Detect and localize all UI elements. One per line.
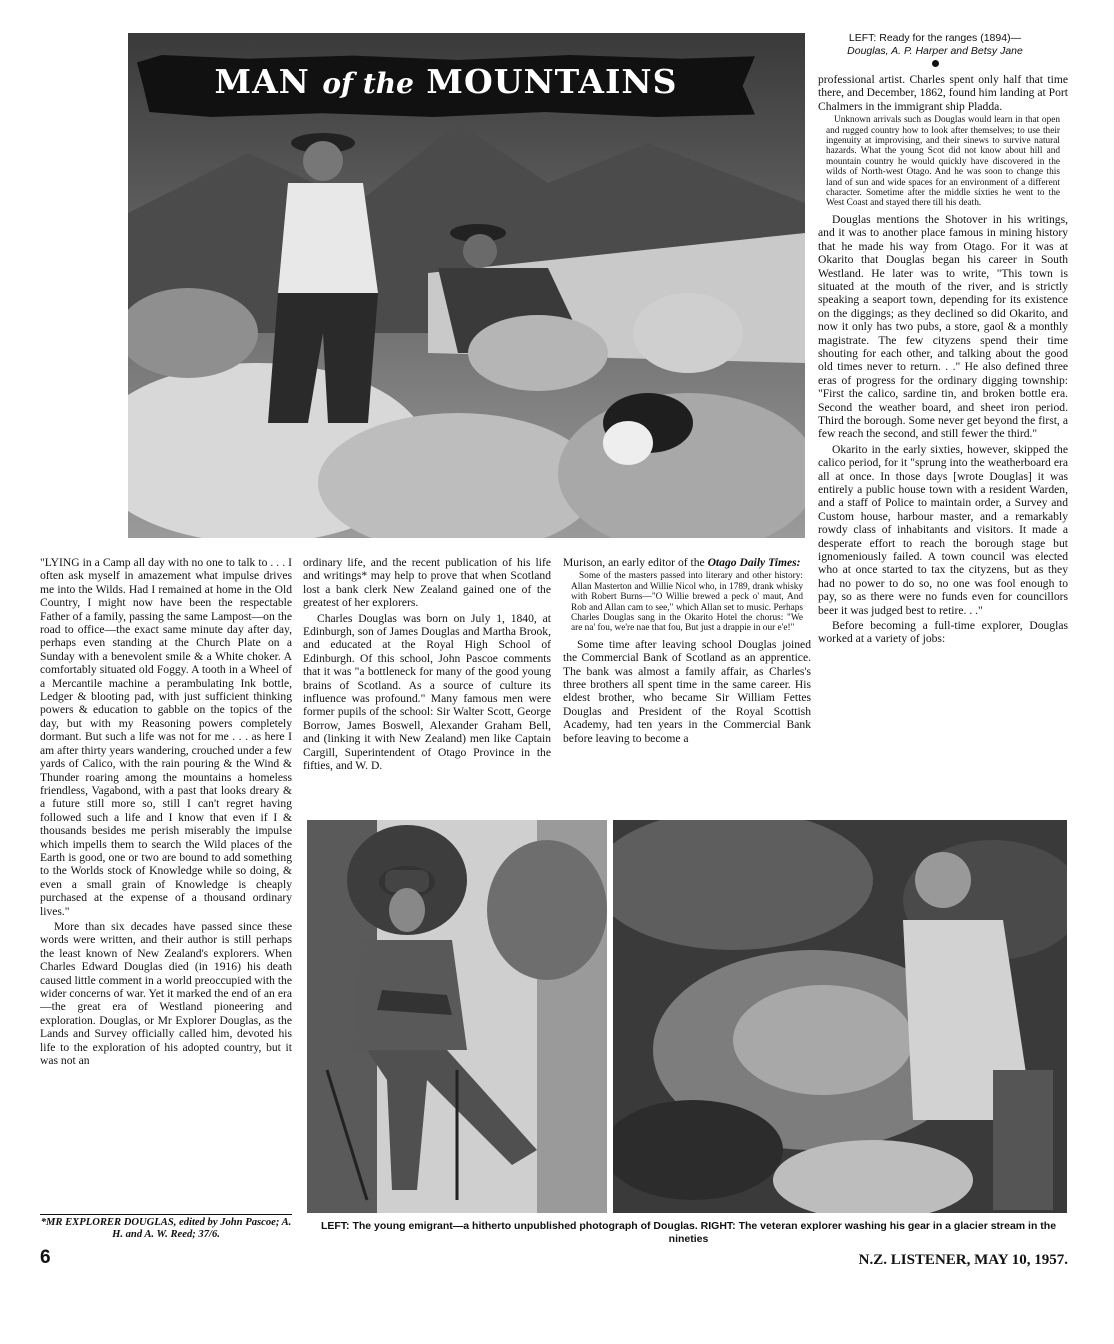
bullet-icon	[932, 60, 939, 67]
bottom-photo-caption: LEFT: The young emigrant—a hitherto unpublished photograph of Douglas. RIGHT: The veteran explorer washing his gear in a glacier stream in the nineties	[320, 1220, 1057, 1245]
bottom-left-photograph	[307, 820, 607, 1213]
col3-paragraph-1	[563, 556, 811, 569]
col2-paragraph-1: ordinary life, and the recent publication of his life and writings* may help to prove that when Scotland lost a bank clerk New Zealand gained one of the greatest of her explorers.	[303, 556, 551, 610]
column-3	[563, 556, 811, 814]
col3-p1-text: Murison, an early editor of the	[563, 556, 708, 569]
col4-paragraph-4: Before becoming a full-time explorer, Douglas worked at a variety of jobs:	[818, 619, 1068, 646]
col4-note: Unknown arrivals such as Douglas would learn in that open and rugged country how to look after themselves; to use their ingenuity at improvising, and their sinews to survive natural hazards. What the young Scot did not know about hill and mountain country he would quickly have discovered in the wilds of North-west Otago. And he was soon to change this land of sun and wide spaces for an environment of a different character. Sometime after the middle sixties he went to the West Coast and stayed there till his death.	[826, 115, 1060, 209]
col2-paragraph-2: Charles Douglas was born on July 1, 1840, at Edinburgh, son of James Douglas and Martha Brook, and educated at the Royal High School of Edinburgh. Of this school, John Pascoe comments that it was "a bottleneck for many of the good young brains of Scotland. As a source of culture its influence was profound." Many famous men were former pupils of the school: Sir Walter Scott, George Borrow, James Boswell, Alexander Graham Bell, and (linking it with New Zealand) men like Captain Cargill, Superintendent of Otago Province in the fifties, and W. D.	[303, 611, 551, 773]
col3-paragraph-2: Some time after leaving school Douglas joined the Commercial Bank of Scotland as an apprentice. The bank was almost a family affair, as Charles's three brothers all spent time in the same career. His eldest brother, who became Sir William Fettes Douglas and President of the Royal Scottish Academy, had ten years in the Commercial Bank before leaving to become a	[563, 637, 811, 745]
top-caption-line2: Douglas, A. P. Harper and Betsy Jane	[847, 44, 1023, 57]
page-number: 6	[40, 1247, 51, 1268]
young-emigrant-image	[307, 820, 607, 1213]
headline-of-the: of the	[322, 67, 414, 100]
column-4	[818, 73, 1068, 813]
footnote: *MR EXPLORER DOUGLAS, edited by John Pascoe; A. H. and A. W. Reed; 37/6.	[40, 1217, 292, 1240]
headline-mountains: MOUNTAINS	[426, 62, 678, 101]
column-1	[40, 556, 292, 1228]
col1-paragraph-2: More than six decades have passed since these words were written, and their author is still perhaps the least known of New Zealand's explorers. When Charles Edward Douglas died (in 1916) his death caused little comment in a world preoccupied with the wider concerns of war. Yet it marked the end of an era—the great era of Westland pioneering and exploration. Douglas, or Mr Explorer Douglas, as the Lands and Survey officially called him, devoted his life to the exploration of his adopted country, but it was not an	[40, 919, 292, 1068]
col3-note: Some of the masters passed into literary and other history: Allan Masterton and Willie Nicol who, in 1789, drank whisky with Robert Burns—"O Willie brewed a peck o' maut, And Rob and Allan cam to see," which Allan set to music. Perhaps Charles Douglas sang in the Okarito Hotel the chorus: "We are na' fou, we're nae that fou, But just a drappie in our e'e!"	[571, 571, 803, 634]
headline	[137, 62, 755, 101]
col1-paragraph-1: "LYING in a Camp all day with no one to talk to . . . I often ask myself in amazement what impulse drives me into the Wilds. Had I remained at home in the Old Country, I might now have been the respectable Father of a family, passing the same Lampost—on the road to office—the exact same minute day after day, perhaps even standing at the Church Plate on a Sunday with a benevolent smile & a White choker. A comfortably situated old Foggy. A tooth in a Wheel of a Mercantile machine a perambulating Ink bottle, Ledger & blooting pad, with just sufficient thinking powers & education to gabble on the topics of the day, but with my Reasoning powers completely dormant. But such a life was not for me . . . as here I am after thirty years wandering, crouched under a few yards of Calico, with the rain pouring & the Wind & Thunder roaring among the mountains a homeless friendless, Vagabond, with a past that looks dreary & a future still more so, still I can't regret having followed such a life and I know that even if I & thousands besides me perish miserably the impulse which impells them to search the Wild places of the Earth is good, one or two are bound to add something to the Worlds stock of Knowledge while so doing, & even a small grain of Knowledge is cheaply purchased at the expense of a thousand ordinary lives."	[40, 556, 292, 918]
headline-man: MAN	[214, 62, 310, 101]
top-photo-caption	[815, 32, 1055, 67]
bottom-right-photograph	[613, 820, 1067, 1213]
col4-paragraph-1: professional artist. Charles spent only half that time there, and December, 1862, found him landing at Port Chalmers in the immigrant ship Pladda.	[818, 73, 1068, 113]
footnote-rule	[40, 1214, 292, 1215]
veteran-explorer-image	[613, 820, 1067, 1213]
column-2	[303, 556, 551, 814]
col4-paragraph-2: Douglas mentions the Shotover in his writings, and it was to another place famous in mining history that he made his way from Otago. For it was at Okarito that Douglas began his career in South Westland. He later was to write, "This town is situated at the mouth of the river, and is strictly speaking a seaport town, depending for its existence on the diggings; as they declined so did Okarito, and now it only has two pubs, a store, gaol & a monthly magistrate. The few cityzens spend their time shouting for each other, and talking about the good old times never to return. . ." He also defined three eras of progress for the ordinary digging township: "First the calico, sardine tin, and broken bottle era. Second the weather board, and sheet iron period. Third the borough. Some never get beyond the first, a few reach the second, and still fewer the third."	[818, 212, 1068, 441]
publication-line: N.Z. LISTENER, MAY 10, 1957.	[858, 1252, 1068, 1268]
newspaper-name: Otago Daily Times:	[707, 556, 801, 569]
col4-paragraph-3: Okarito in the early sixties, however, skipped the calico period, for it "sprung into the weatherboard era all at once. In those days [wrote Douglas] it was entirely a public house town with a resident Warden, and a staff of Police to maintain order, a Survey and Custom house, harbour master, and a remarkably rowdy class of inhabitants and visitors. It made a desperate effort to reach the borough stage but ignomeniously failed. A town council was elected who at once started to tax the cityzens, but as they had no power to do so, no one was fool enough to pay, so as there were no funds even for councillors beer it was judged best to retire. . ."	[818, 442, 1068, 617]
top-caption-line1: LEFT: Ready for the ranges (1894)—	[848, 32, 1022, 44]
